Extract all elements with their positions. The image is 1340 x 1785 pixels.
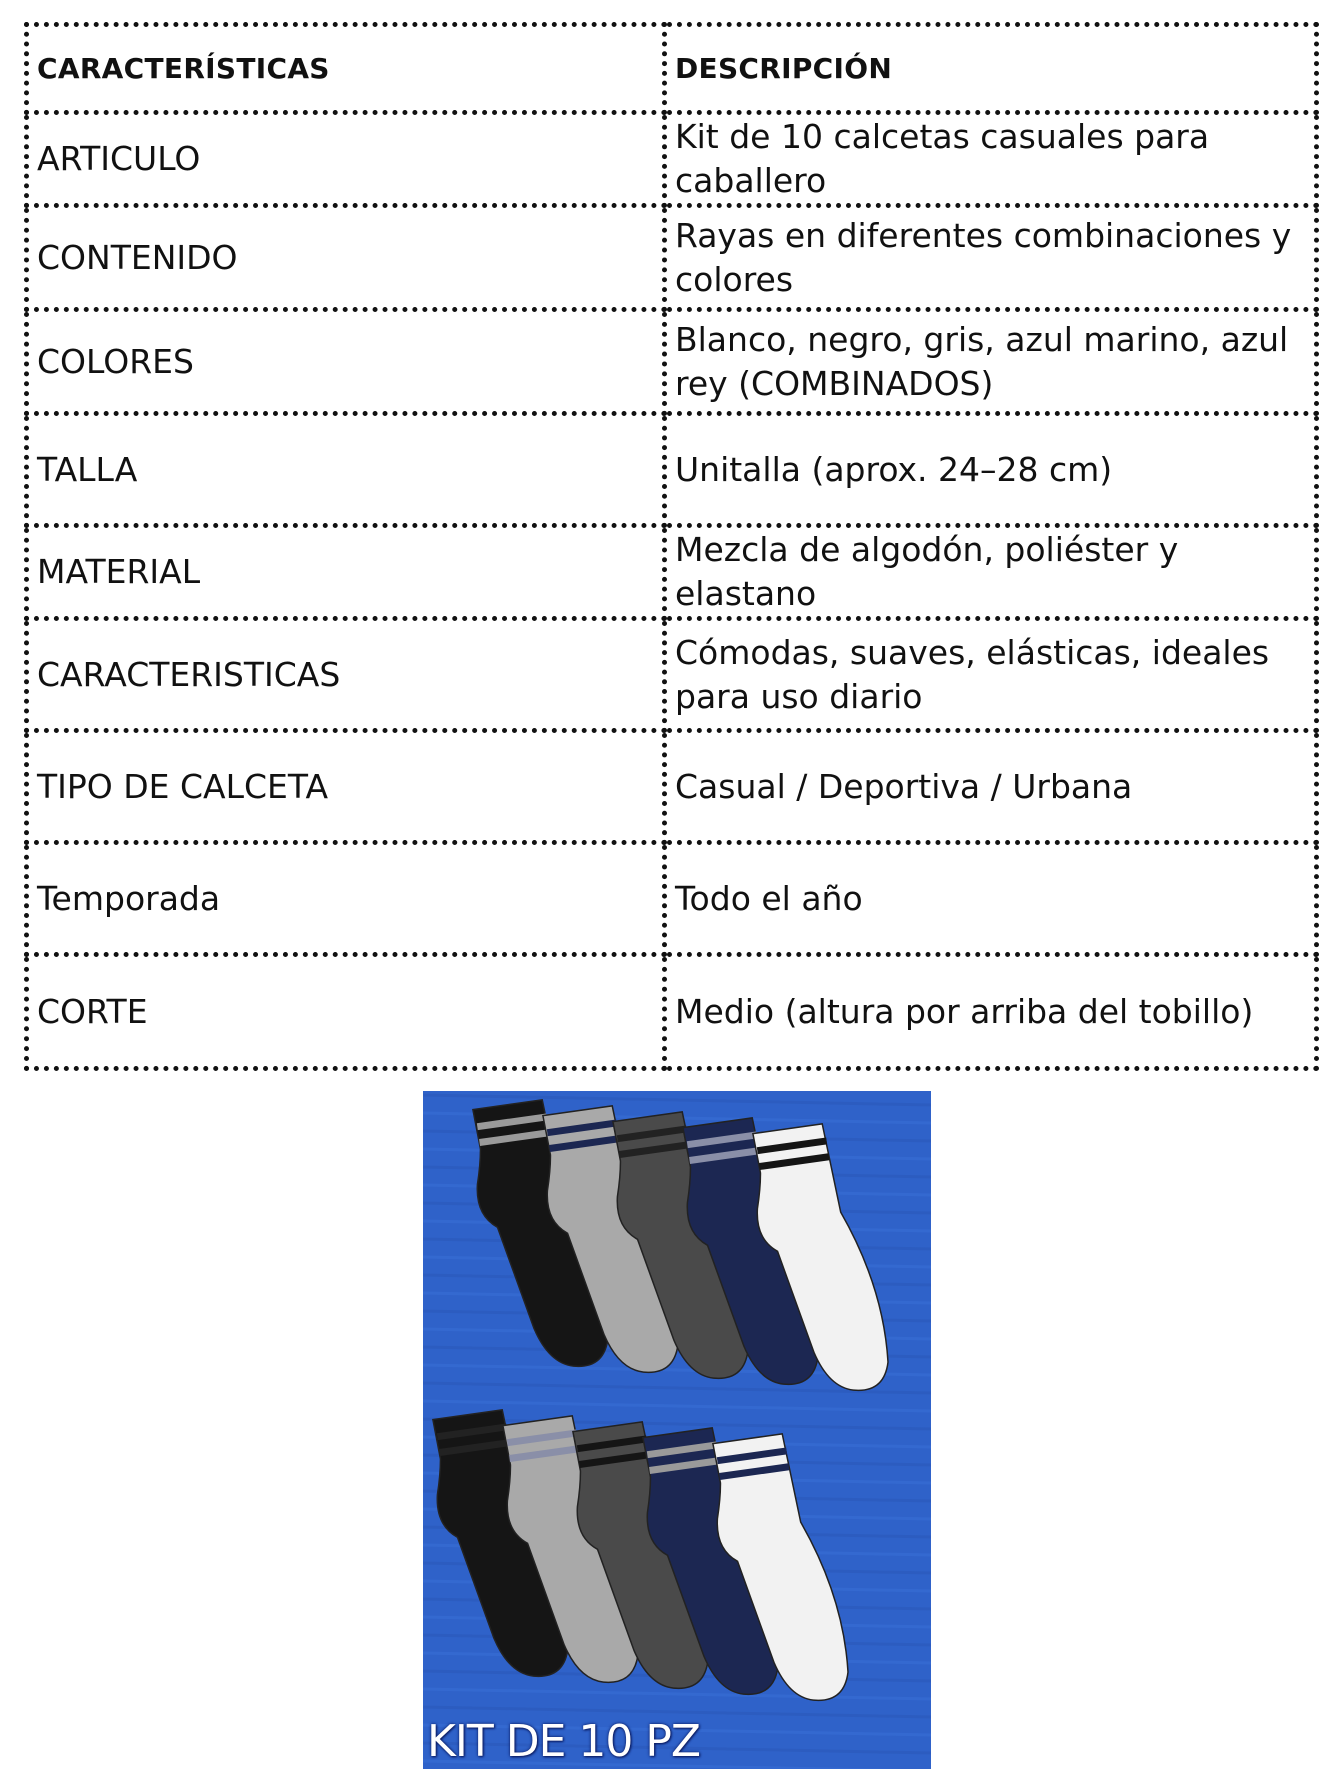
row-value: Cómodas, suaves, elásticas, ideales para uso diario <box>665 619 1317 731</box>
table-row-tipo <box>27 731 1317 843</box>
row-value: Unitalla (aprox. 24–28 cm) <box>665 414 1317 526</box>
table-row-articulo <box>27 113 1317 206</box>
header-description: DESCRIPCIÓN <box>665 25 1317 113</box>
row-value: Kit de 10 calcetas casuales para caballero <box>665 113 1317 206</box>
row-key: MATERIAL <box>27 526 665 619</box>
socks-illustration <box>423 1091 931 1769</box>
row-key: CARACTERISTICAS <box>27 619 665 731</box>
table-row-talla <box>27 414 1317 526</box>
table-row-contenido <box>27 206 1317 310</box>
fabric-texture <box>423 1401 931 1411</box>
row-value: Casual / Deportiva / Urbana <box>665 731 1317 843</box>
table-header-row <box>27 25 1317 113</box>
row-key: TIPO DE CALCETA <box>27 731 665 843</box>
table-row-colores <box>27 310 1317 414</box>
row-key: CONTENIDO <box>27 206 665 310</box>
fabric-texture <box>423 1095 931 1105</box>
table-row-temporada <box>27 843 1317 955</box>
table-row-corte <box>27 955 1317 1069</box>
header-characteristics: CARACTERÍSTICAS <box>27 25 665 113</box>
row-key: COLORES <box>27 310 665 414</box>
row-value: Blanco, negro, gris, azul marino, azul rey (COMBINADOS) <box>665 310 1317 414</box>
row-key: Temporada <box>27 843 665 955</box>
row-key: ARTICULO <box>27 113 665 206</box>
table-row-material <box>27 526 1317 619</box>
fabric-texture <box>423 1689 931 1699</box>
spec-table <box>24 22 1319 1071</box>
row-value: Medio (altura por arriba del tobillo) <box>665 955 1317 1069</box>
row-value: Rayas en diferentes combinaciones y colores <box>665 206 1317 310</box>
product-photo <box>423 1091 931 1769</box>
photo-caption: KIT DE 10 PZ <box>427 1716 701 1767</box>
row-key: CORTE <box>27 955 665 1069</box>
row-value: Todo el año <box>665 843 1317 955</box>
row-value: Mezcla de algodón, poliéster y elastano <box>665 526 1317 619</box>
row-key: TALLA <box>27 414 665 526</box>
table-row-caracteristicas <box>27 619 1317 731</box>
